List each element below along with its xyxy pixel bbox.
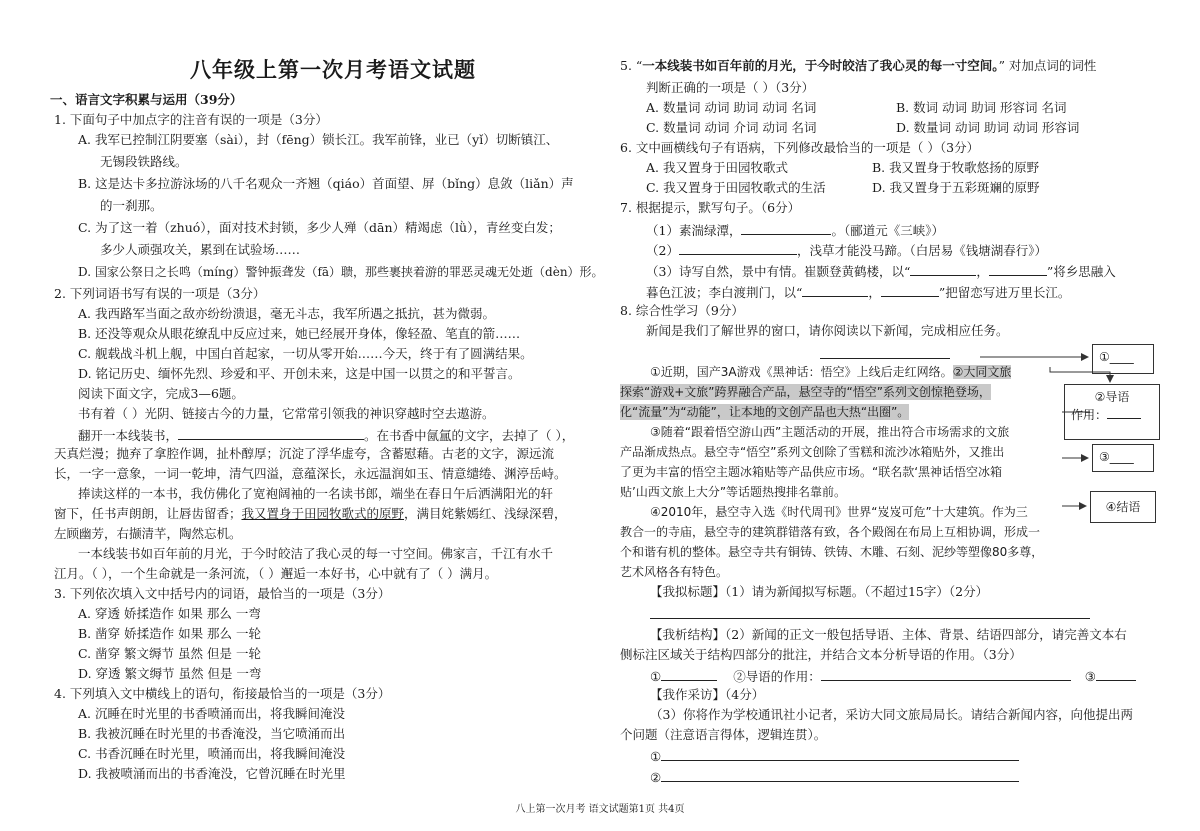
task-title: 【我拟标题】（1）请为新闻拟写标题。（不超过15字）（2分） bbox=[650, 584, 989, 599]
q2-option-d: D. 铭记历史、缅怀先烈、珍爱和平、开创未来，这是中国一以贯之的和平誓言。 bbox=[78, 366, 521, 381]
q3-option-b: B. 凿穿 娇揉造作 如果 那么 一轮 bbox=[78, 626, 262, 641]
q4-option-d: D. 我被喷涌而出的书香淹没，它曾沉睡在时光里 bbox=[78, 766, 346, 781]
q7-line-1: （1）素湍绿潭， 。（郦道元《三峡》） bbox=[646, 223, 944, 238]
q5-option-b: B. 数词 动词 助词 形容词 名词 bbox=[896, 100, 1067, 115]
news-line-highlighted: 探索“游戏+文旅”跨界融合产品，悬空寺的“悟空”系列文创惊艳登场， bbox=[620, 385, 991, 399]
news-line: 艺术风格各有特色。 bbox=[620, 565, 729, 579]
q2-option-a: A. 我西路军当面之敌亦纷纷溃退，毫无斗志，我军所遇之抵抗，甚为微弱。 bbox=[78, 306, 495, 321]
annotation-box-1[interactable]: ①____ bbox=[1092, 344, 1154, 374]
news-line: 了更为丰富的悟空主题冰箱贴等产品供应市场。“联名款‘黑神话悟空冰箱 bbox=[620, 465, 1003, 479]
fill-blank[interactable] bbox=[741, 221, 831, 235]
interview-question-2[interactable]: ② bbox=[650, 768, 1019, 786]
q6-option-a: A. 我又置身于田园牧歌式 bbox=[646, 160, 788, 175]
fill-blank[interactable] bbox=[881, 283, 939, 297]
q3-option-a: A. 穿透 娇揉造作 如果 那么 一弯 bbox=[78, 606, 261, 621]
task-structure: 【我析结构】（2）新闻的正文一般包括导语、主体、背景、结语四部分，请完善文本右 bbox=[650, 627, 1127, 642]
structure-answers: ① ②导语的作用： ③ bbox=[650, 667, 1136, 685]
passage-line: 捧读这样的一本书，我仿佛化了宽袍阔袖的一名读书郎，端坐在春日午后洒满阳光的轩 bbox=[78, 486, 554, 501]
news-line: 产品渐成热点。悬空寺“悟空”系列文创除了雪糕和流沙冰箱贴外，又推出 bbox=[620, 445, 1005, 459]
answer-blank-2[interactable] bbox=[821, 667, 1071, 681]
exam-title: 八年级上第一次月考语文试题 bbox=[190, 57, 476, 82]
q5-option-a: A. 数量词 动词 助词 动词 名词 bbox=[646, 100, 817, 115]
annotation-box-3[interactable]: ③____ bbox=[1092, 444, 1154, 472]
passage-line: 左顾幽芳，右撷清芊，陶然忘机。 bbox=[54, 526, 242, 541]
q3-option-d: D. 穿透 繁文缛节 虽然 但是 一弯 bbox=[78, 666, 262, 681]
q1-option-a: A. 我军已控制江阴要塞（sài），封（fēng）锁长江。我军前锋，业已（yǐ）切断镇江、 bbox=[78, 132, 559, 147]
passage-line: 长，一字一意象，一词一乾坤，清气四溢，意蕴深长，永远温润如玉、情意缱绻、渊渟岳峙。 bbox=[54, 466, 567, 481]
q8-stem: 8. 综合性学习（9分） bbox=[620, 303, 744, 318]
q7-line-2: （2） ，浅草才能没马蹄。（白居易《钱塘湖春行》） bbox=[646, 243, 1047, 258]
q5-quoted-sentence: 一本线装书如百年前的月光，于今时皎洁了我心灵的每一寸空间。 bbox=[642, 58, 999, 73]
passage-line: 窗下，任书声朗朗，让唇齿留香；我又置身于田园牧歌式的原野，满目姹紫嫣红、浅绿深碧， bbox=[54, 506, 567, 521]
q6-option-b: B. 我又置身于牧歌悠扬的原野 bbox=[872, 160, 1040, 175]
q7-stem: 7. 根据提示，默写句子。（6分） bbox=[620, 200, 801, 215]
q1-option-c-cont: 多少人顽强攻关，累到在试验场…… bbox=[100, 242, 301, 257]
q5-option-d: D. 数量词 动词 助词 动词 形容词 bbox=[896, 120, 1080, 135]
task-interview-desc: （3）你将作为学校通讯社小记者，采访大同文旅局局长。请结合新闻内容，向他提出两 bbox=[650, 707, 1133, 722]
q4-stem: 4. 下列填入文中横线上的语句，衔接最恰当的一项是（3分） bbox=[54, 686, 391, 701]
q1-stem: 1. 下面句子中加点字的注音有误的一项是（3分） bbox=[54, 112, 328, 127]
annotation-box-2[interactable]: ②导语 作用： bbox=[1064, 384, 1160, 440]
underlined-sentence: 我又置身于田园牧歌式的原野 bbox=[241, 506, 405, 521]
q2-option-c: C. 舰载战斗机上舰，中国白首起家，一切从零开始……今天，终于有了圆满结果。 bbox=[78, 346, 533, 361]
q3-option-c: C. 凿穿 繁文缛节 虽然 但是 一轮 bbox=[78, 646, 261, 661]
q2-option-b: B. 还没等观众从眼花缭乱中反应过来，她已经展开身体，像轻盈、笔直的箭…… bbox=[78, 326, 521, 341]
q1-option-b: B. 这是达卡多拉游泳场的八千名观众一齐翘（qiáo）首面望、屏（bǐng）息敛（liǎn）声 bbox=[78, 176, 574, 191]
fill-blank[interactable] bbox=[802, 283, 868, 297]
answer-blank-1[interactable] bbox=[661, 667, 717, 681]
annotation-box-4[interactable]: ④结语 bbox=[1090, 491, 1156, 523]
passage-line: 江月。（ ），一个生命就是一条河流，（ ）邂逅一本好书，心中就有了（ ）满月。 bbox=[54, 566, 498, 581]
news-line: ④2010年，悬空寺入选《时代周刊》世界“岌岌可危”十大建筑。作为三 bbox=[650, 505, 1028, 519]
q5-stem-cont: 判断正确的一项是（ ）（3分） bbox=[646, 80, 815, 95]
news-line: 个和谐有机的整体。悬空寺共有铜铸、铁铸、木雕、石刻、泥纱等塑像80多尊， bbox=[620, 545, 1044, 559]
news-line: ③随着“跟着悟空游山西”主题活动的开展，推出符合市场需求的文旅 bbox=[650, 425, 1010, 439]
q7-line-3: （3）诗写自然，景中有情。崔颢登黄鹤楼，以“ ， ”将乡思融入 bbox=[646, 264, 1116, 279]
news-title-blank[interactable] bbox=[820, 345, 950, 363]
title-answer-line[interactable] bbox=[650, 605, 1090, 623]
passage-intro: 阅读下面文字，完成3—6题。 bbox=[78, 386, 244, 401]
news-line: 教合一的寺庙，悬空寺的建筑群错落有致，各个殿阁在布局上互相协调，形成一 bbox=[620, 525, 1041, 539]
q1-option-a-cont: 无锡段铁路线。 bbox=[100, 154, 188, 169]
q4-option-a: A. 沉睡在时光里的书香喷涌而出，将我瞬间淹没 bbox=[78, 706, 345, 721]
q6-option-c: C. 我又置身于田园牧歌式的生活 bbox=[646, 180, 826, 195]
q6-option-d: D. 我又置身于五彩斑斓的原野 bbox=[872, 180, 1040, 195]
q4-option-b: B. 我被沉睡在时光里的书香淹没，当它喷涌而出 bbox=[78, 726, 346, 741]
q5-stem: 5. “一本线装书如百年前的月光，于今时皎洁了我心灵的每一寸空间。” 对加点词的词性 bbox=[620, 58, 1097, 73]
q4-option-c: C. 书香沉睡在时光里，喷涌而出，将我瞬间淹没 bbox=[78, 746, 346, 761]
q1-option-c: C. 为了这一着（zhuó），面对技术封锁，多少人殚（dān）精竭虑（lǜ），青丝变白发； bbox=[78, 220, 561, 235]
news-line: ①近期，国产3A游戏《黑神话：悟空》上线后走红网络。②大同文旅 bbox=[650, 365, 1012, 379]
news-line-highlighted: 化“流量”为“动能”，让本地的文创产品也大热“出圈”。 bbox=[620, 405, 910, 419]
passage-line: 一本线装书如百年前的月光，于今时皎洁了我心灵的每一寸空间。佛家言，千江有水千 bbox=[78, 546, 554, 561]
passage-line: 翻开一本线装书， 。在书香中氤氲的文字，去掉了（ ）， bbox=[78, 428, 575, 443]
interview-question-1[interactable]: ① bbox=[650, 747, 1019, 765]
passage-line: 书有着（ ）光阴、链接古今的力量，它常常引领我的神识穿越时空去遨游。 bbox=[78, 406, 495, 421]
fill-blank[interactable] bbox=[910, 262, 976, 276]
q2-stem: 2. 下列词语书写有误的一项是（3分） bbox=[54, 286, 266, 301]
q3-stem: 3. 下列依次填入文中括号内的词语，最恰当的一项是（3分） bbox=[54, 586, 391, 601]
fill-blank[interactable] bbox=[989, 262, 1047, 276]
task-interview: 【我作采访】（4分） bbox=[650, 687, 765, 702]
q1-option-b-cont: 的一刹那。 bbox=[100, 198, 163, 213]
page-footer: 八上第一次月考 语文试题第1页 共4页 bbox=[515, 804, 685, 815]
q1-option-d: D. 国家公祭日之长鸣（míng）警钟振聋发（fā）聩，那些裹挟着游的罪恶灵魂无处逝（dèn）形。 bbox=[78, 265, 604, 279]
task-structure-cont: 侧标注区域关于结构四部分的批注，并结合文本分析导语的作用。（3分） bbox=[620, 647, 1022, 662]
task-interview-desc-cont: 个问题（注意语言得体，逻辑连贯）。 bbox=[620, 727, 827, 742]
q7-line-4: 暮色江波；李白渡荆门，以“ ， ”把留恋写进万里长江。 bbox=[646, 285, 1071, 300]
section-heading: 一、语言文字积累与运用（39分） bbox=[50, 92, 243, 107]
answer-blank-3[interactable] bbox=[1096, 667, 1136, 681]
fill-blank[interactable] bbox=[679, 241, 797, 255]
q5-option-c: C. 数量词 动词 介词 动词 名词 bbox=[646, 120, 817, 135]
passage-line: 天真烂漫；抛弃了拿腔作调，扯朴醇厚；沉淀了浮华虚夸，含蓄慰藉。古老的文字，源远流 bbox=[54, 446, 555, 461]
fill-blank[interactable] bbox=[178, 426, 364, 440]
q6-stem: 6. 文中画横线句子有语病，下列修改最恰当的一项是（ ）（3分） bbox=[620, 140, 980, 155]
q8-intro: 新闻是我们了解世界的窗口，请你阅读以下新闻，完成相应任务。 bbox=[646, 323, 1009, 338]
news-line: 贴’山西文旅上大分”等话题热搜排名靠前。 bbox=[620, 485, 847, 499]
